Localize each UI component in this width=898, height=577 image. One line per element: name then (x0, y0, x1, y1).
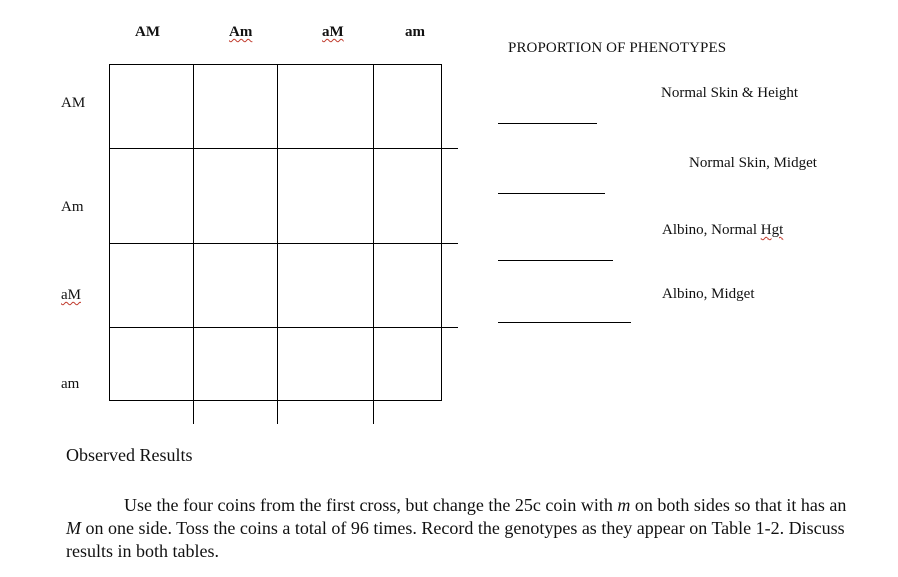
instructions-paragraph (66, 494, 856, 563)
observed-results-heading: Observed Results (66, 445, 193, 465)
phenotype-blank-2[interactable] (498, 193, 605, 194)
grid-line-bottom (109, 400, 442, 401)
column-header-aM: aM (322, 24, 344, 40)
row-header-aM: aM (61, 287, 81, 303)
phenotype-blank-1[interactable] (498, 123, 597, 124)
grid-line-col-1 (193, 64, 194, 424)
phenotype-albino-normal-hgt-label: Albino, Normal Hgt (662, 222, 784, 238)
grid-line-col-3 (373, 64, 374, 424)
grid-line-row-1 (109, 148, 458, 149)
grid-line-row-2 (109, 243, 458, 244)
phenotype-blank-4[interactable] (498, 322, 631, 323)
phenotype-normal-skin-midget: Normal Skin, Midget (689, 155, 817, 171)
row-header-AM: AM (61, 95, 86, 111)
paragraph-part-1: Use the four coins from the first cross, but change the 25c coin with (124, 495, 618, 515)
phenotype-normal-skin-height: Normal Skin & Height (661, 85, 799, 101)
paragraph-italic-m: m (617, 495, 631, 515)
phenotype-blank-3[interactable] (498, 260, 613, 261)
paragraph-part-2: on both sides so that it has an (630, 495, 847, 515)
phenotype-albino-midget: Albino, Midget (662, 286, 755, 302)
grid-line-col-2 (277, 64, 278, 424)
row-header-am: am (61, 376, 80, 392)
column-header-AM: AM (135, 24, 160, 40)
column-header-Am: Am (229, 24, 253, 40)
spellcheck-word: Hgt (760, 222, 784, 238)
grid-line-top (109, 64, 442, 65)
grid-line-left (109, 64, 110, 401)
phenotypes-title: PROPORTION OF PHENOTYPES (508, 40, 727, 56)
column-header-am: am (405, 24, 425, 40)
grid-line-row-3 (109, 327, 458, 328)
paragraph-italic-M: M (66, 518, 81, 538)
paragraph-part-3: on one side. Toss the coins a total of 96 times. Record the genotypes as they appear on Table 1-2. Discuss results in both tables. (66, 518, 845, 561)
row-header-Am: Am (61, 199, 84, 215)
phenotype-albino-normal-hgt (662, 222, 783, 239)
grid-line-right (441, 64, 442, 401)
